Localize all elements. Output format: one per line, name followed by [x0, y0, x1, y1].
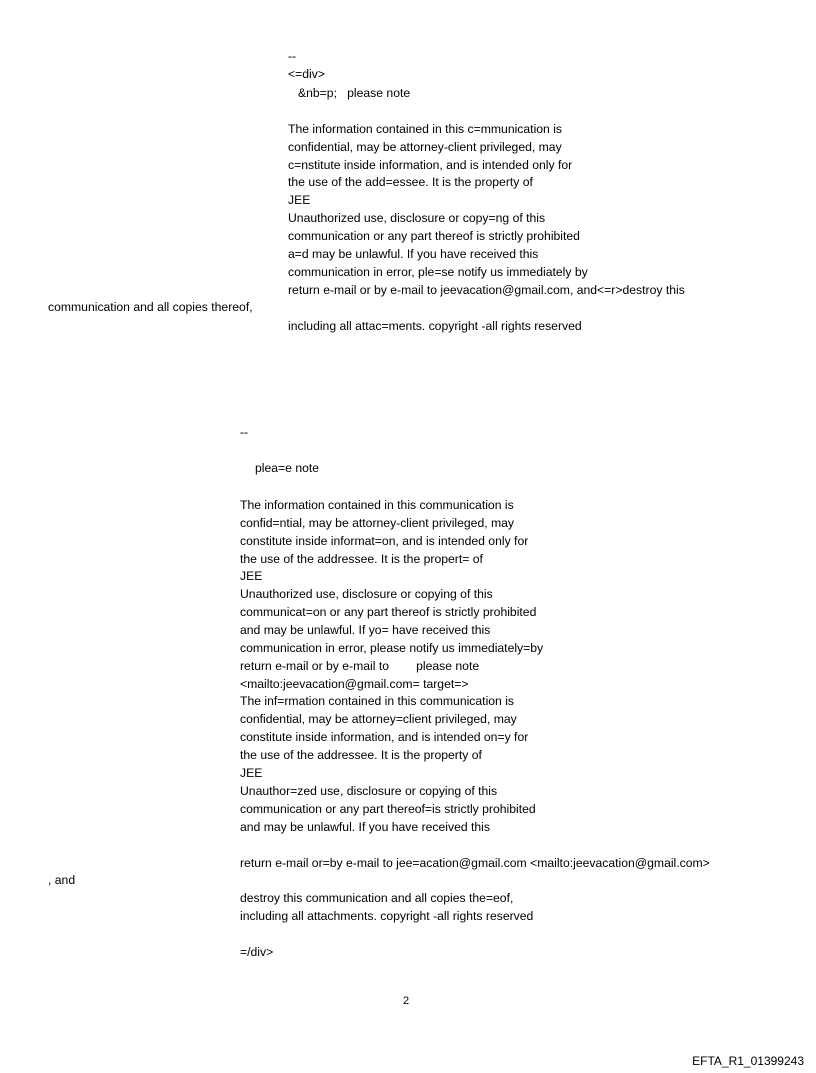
closing-line: including all attachments. copyright -all rights reserved — [240, 909, 534, 923]
div-open-tag: <=div> — [288, 67, 325, 81]
disclaimer-line: The information contained in this communication is — [240, 498, 514, 512]
mailto-line: <mailto:jeevacation@gmail.com= target=> — [240, 677, 469, 691]
disclaimer-line: confidential, may be attorney=client privileged, may — [240, 712, 517, 726]
disclaimer-line: and may be unlawful. If yo= have received this — [240, 623, 491, 637]
disclaimer-line: communication in error, ple=se notify us immediately by — [288, 265, 588, 279]
outdented-line: communication and all copies thereof, — [48, 300, 253, 314]
please-note-line: &nb=p; please note — [298, 86, 411, 100]
disclaimer-line: confidential, may be attorney-client privileged, may — [288, 140, 562, 154]
disclaimer-line: communication or any part thereof is strictly prohibited — [288, 229, 580, 243]
document-id: EFTA_R1_01399243 — [692, 1054, 804, 1068]
disclaimer-line: c=nstitute inside information, and is intended only for — [288, 158, 573, 172]
disclaimer-line: Unauthorized use, disclosure or copying of this — [240, 587, 493, 601]
disclaimer-line: communication or any part thereof=is strictly prohibited — [240, 802, 536, 816]
closing-line: destroy this communication and all copies the=eof, — [240, 891, 514, 905]
disclaimer-line: return e-mail or by e-mail to jeevacation@gmail.com, and<=r>destroy this — [288, 283, 685, 297]
disclaimer-line: the use of the addressee. It is the property of — [240, 748, 482, 762]
separator-dashes: -- — [240, 425, 249, 439]
disclaimer-line: return e-mail or by e-mail to please note — [240, 659, 480, 673]
disclaimer-line: The inf=rmation contained in this communication is — [240, 694, 515, 708]
disclaimer-line: including all attac=ments. copyright -all rights reserved — [288, 319, 582, 333]
separator-dashes: -- — [288, 49, 297, 63]
disclaimer-line: The information contained in this c=mmunication is — [288, 122, 563, 136]
disclaimer-line: the use of the add=essee. It is the property of — [288, 175, 533, 189]
disclaimer-line: communication in error, please notify us immediately=by — [240, 641, 544, 655]
disclaimer-line: constitute inside informat=on, and is intended only for — [240, 534, 529, 548]
return-email-line: return e-mail or=by e-mail to jee=acation@gmail.com <mailto:jeevacation@gmail.com> — [240, 856, 710, 870]
disclaimer-line: and may be unlawful. If you have received this — [240, 820, 490, 834]
disclaimer-line: a=d may be unlawful. If you have received this — [288, 247, 539, 261]
disclaimer-line: JEE — [288, 193, 311, 207]
disclaimer-line: the use of the addressee. It is the propert= of — [240, 552, 483, 566]
page-number: 2 — [403, 995, 410, 1007]
disclaimer-line: JEE — [240, 569, 263, 583]
disclaimer-line: confid=ntial, may be attorney-client privileged, may — [240, 516, 515, 530]
please-note-line: plea=e note — [255, 461, 320, 475]
disclaimer-line: JEE — [240, 766, 263, 780]
disclaimer-line: communicat=on or any part thereof is strictly prohibited — [240, 605, 537, 619]
disclaimer-line: Unauthorized use, disclosure or copy=ng of this — [288, 211, 546, 225]
div-close-tag: =/div> — [240, 945, 274, 959]
disclaimer-line: Unauthor=zed use, disclosure or copying of this — [240, 784, 498, 798]
outdented-and-line: , and — [48, 873, 76, 887]
disclaimer-line: constitute inside information, and is intended on=y for — [240, 730, 529, 744]
